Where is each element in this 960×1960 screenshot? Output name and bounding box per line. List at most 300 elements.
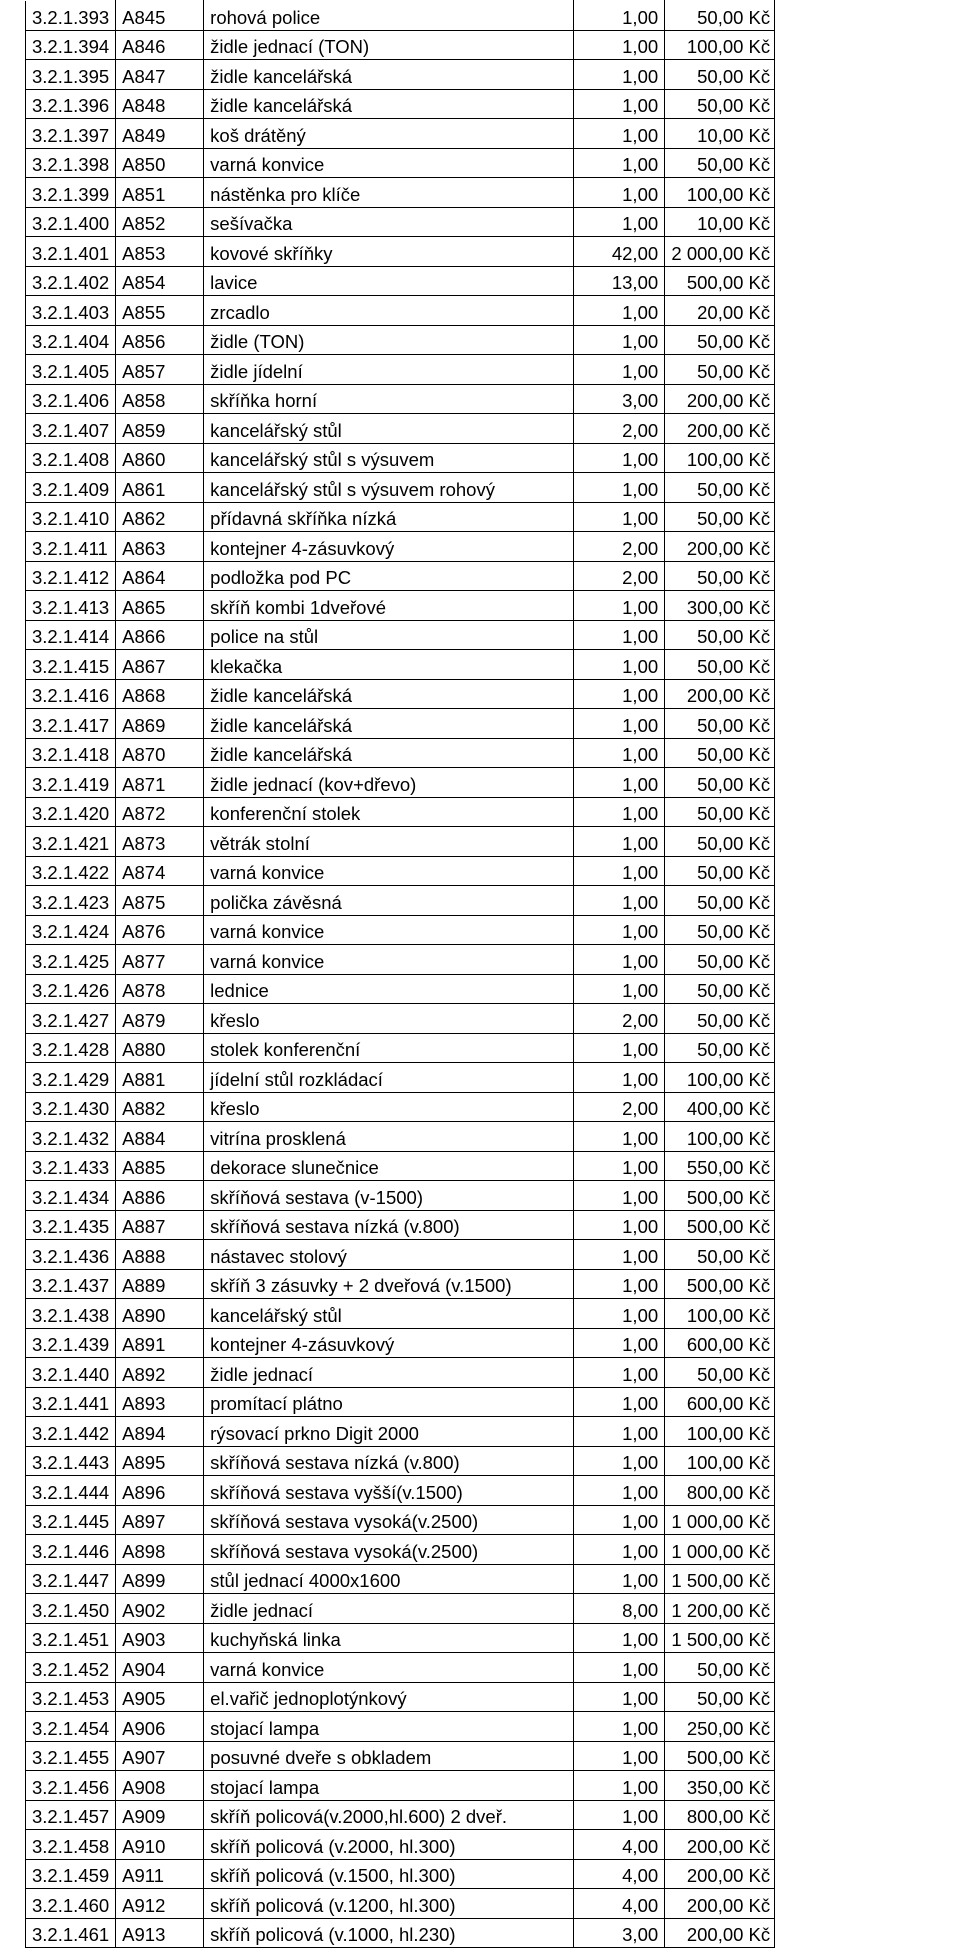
price-cell: 20,00 Kč xyxy=(665,296,775,326)
item-name-cell: nástavec stolový xyxy=(204,1240,574,1270)
price-cell: 50,00 Kč xyxy=(665,768,775,798)
table-row xyxy=(26,1800,775,1830)
price-cell: 50,00 Kč xyxy=(665,974,775,1004)
table-row xyxy=(26,1417,775,1447)
table-row xyxy=(26,384,775,414)
item-number-cell: 3.2.1.456 xyxy=(26,1771,116,1801)
item-number-cell: 3.2.1.413 xyxy=(26,591,116,621)
item-code-cell: A870 xyxy=(116,738,204,768)
item-number-cell: 3.2.1.415 xyxy=(26,650,116,680)
quantity-cell: 1,00 xyxy=(574,827,665,857)
quantity-cell: 1,00 xyxy=(574,1151,665,1181)
item-name-cell: skříňová sestava vysoká(v.2500) xyxy=(204,1535,574,1565)
quantity-cell: 1,00 xyxy=(574,1564,665,1594)
item-name-cell: skříňová sestava vyšší(v.1500) xyxy=(204,1476,574,1506)
price-cell: 50,00 Kč xyxy=(665,60,775,90)
quantity-cell: 1,00 xyxy=(574,1417,665,1447)
table-row xyxy=(26,89,775,119)
item-code-cell: A891 xyxy=(116,1328,204,1358)
item-name-cell: skříň policová (v.1000, hl.230) xyxy=(204,1918,574,1948)
item-number-cell: 3.2.1.397 xyxy=(26,119,116,149)
table-row xyxy=(26,414,775,444)
quantity-cell: 3,00 xyxy=(574,384,665,414)
item-code-cell: A894 xyxy=(116,1417,204,1447)
item-code-cell: A902 xyxy=(116,1594,204,1624)
table-row xyxy=(26,1535,775,1565)
item-code-cell: A886 xyxy=(116,1181,204,1211)
price-cell: 10,00 Kč xyxy=(665,207,775,237)
item-name-cell: stojací lampa xyxy=(204,1712,574,1742)
item-name-cell: židle kancelářská xyxy=(204,709,574,739)
item-name-cell: židle jednací xyxy=(204,1358,574,1388)
item-number-cell: 3.2.1.422 xyxy=(26,856,116,886)
table-row xyxy=(26,1269,775,1299)
table-row xyxy=(26,1476,775,1506)
table-row xyxy=(26,1830,775,1860)
table-row xyxy=(26,355,775,385)
item-code-cell: A867 xyxy=(116,650,204,680)
table-row xyxy=(26,178,775,208)
item-code-cell: A904 xyxy=(116,1653,204,1683)
quantity-cell: 1,00 xyxy=(574,1122,665,1152)
price-cell: 10,00 Kč xyxy=(665,119,775,149)
quantity-cell: 1,00 xyxy=(574,443,665,473)
quantity-cell: 1,00 xyxy=(574,1358,665,1388)
quantity-cell: 1,00 xyxy=(574,1299,665,1329)
item-name-cell: křeslo xyxy=(204,1004,574,1034)
item-number-cell: 3.2.1.414 xyxy=(26,620,116,650)
table-row xyxy=(26,1564,775,1594)
item-code-cell: A884 xyxy=(116,1122,204,1152)
item-number-cell: 3.2.1.408 xyxy=(26,443,116,473)
price-cell: 100,00 Kč xyxy=(665,1063,775,1093)
table-row xyxy=(26,856,775,886)
table-row xyxy=(26,679,775,709)
quantity-cell: 2,00 xyxy=(574,414,665,444)
price-cell: 50,00 Kč xyxy=(665,945,775,975)
item-number-cell: 3.2.1.395 xyxy=(26,60,116,90)
price-cell: 1 500,00 Kč xyxy=(665,1623,775,1653)
item-code-cell: A849 xyxy=(116,119,204,149)
price-cell: 100,00 Kč xyxy=(665,1417,775,1447)
item-name-cell: stojací lampa xyxy=(204,1771,574,1801)
item-code-cell: A854 xyxy=(116,266,204,296)
table-row xyxy=(26,532,775,562)
item-number-cell: 3.2.1.440 xyxy=(26,1358,116,1388)
price-cell: 100,00 Kč xyxy=(665,30,775,60)
price-cell: 350,00 Kč xyxy=(665,1771,775,1801)
table-row xyxy=(26,1505,775,1535)
item-number-cell: 3.2.1.434 xyxy=(26,1181,116,1211)
table-row xyxy=(26,266,775,296)
price-cell: 250,00 Kč xyxy=(665,1712,775,1742)
item-number-cell: 3.2.1.409 xyxy=(26,473,116,503)
quantity-cell: 1,00 xyxy=(574,1240,665,1270)
item-code-cell: A862 xyxy=(116,502,204,532)
price-cell: 50,00 Kč xyxy=(665,620,775,650)
price-cell: 50,00 Kč xyxy=(665,1653,775,1683)
item-name-cell: lednice xyxy=(204,974,574,1004)
price-cell: 50,00 Kč xyxy=(665,502,775,532)
price-cell: 50,00 Kč xyxy=(665,709,775,739)
item-code-cell: A887 xyxy=(116,1210,204,1240)
item-code-cell: A869 xyxy=(116,709,204,739)
item-number-cell: 3.2.1.425 xyxy=(26,945,116,975)
price-cell: 600,00 Kč xyxy=(665,1387,775,1417)
item-code-cell: A898 xyxy=(116,1535,204,1565)
item-code-cell: A897 xyxy=(116,1505,204,1535)
price-cell: 2 000,00 Kč xyxy=(665,237,775,267)
quantity-cell: 1,00 xyxy=(574,974,665,1004)
item-code-cell: A895 xyxy=(116,1446,204,1476)
item-name-cell: rohová police xyxy=(204,1,574,31)
item-code-cell: A857 xyxy=(116,355,204,385)
item-code-cell: A845 xyxy=(116,1,204,31)
item-number-cell: 3.2.1.433 xyxy=(26,1151,116,1181)
price-cell: 50,00 Kč xyxy=(665,1033,775,1063)
item-name-cell: varná konvice xyxy=(204,915,574,945)
item-number-cell: 3.2.1.427 xyxy=(26,1004,116,1034)
price-cell: 1 000,00 Kč xyxy=(665,1535,775,1565)
price-cell: 500,00 Kč xyxy=(665,1269,775,1299)
price-cell: 50,00 Kč xyxy=(665,561,775,591)
item-number-cell: 3.2.1.418 xyxy=(26,738,116,768)
quantity-cell: 1,00 xyxy=(574,1,665,31)
item-number-cell: 3.2.1.445 xyxy=(26,1505,116,1535)
price-cell: 50,00 Kč xyxy=(665,827,775,857)
item-name-cell: skříňová sestava nízká (v.800) xyxy=(204,1446,574,1476)
quantity-cell: 1,00 xyxy=(574,1181,665,1211)
table-row xyxy=(26,443,775,473)
table-row xyxy=(26,60,775,90)
item-code-cell: A892 xyxy=(116,1358,204,1388)
item-name-cell: kontejner 4-zásuvkový xyxy=(204,532,574,562)
table-row xyxy=(26,1682,775,1712)
table-row xyxy=(26,207,775,237)
quantity-cell: 1,00 xyxy=(574,1387,665,1417)
table-row xyxy=(26,1653,775,1683)
quantity-cell: 1,00 xyxy=(574,1476,665,1506)
price-cell: 200,00 Kč xyxy=(665,384,775,414)
table-row xyxy=(26,561,775,591)
quantity-cell: 1,00 xyxy=(574,886,665,916)
table-row xyxy=(26,738,775,768)
price-cell: 50,00 Kč xyxy=(665,1004,775,1034)
price-cell: 100,00 Kč xyxy=(665,178,775,208)
item-code-cell: A855 xyxy=(116,296,204,326)
item-name-cell: skříňka horní xyxy=(204,384,574,414)
price-cell: 50,00 Kč xyxy=(665,89,775,119)
table-row xyxy=(26,827,775,857)
price-cell: 100,00 Kč xyxy=(665,1446,775,1476)
quantity-cell: 1,00 xyxy=(574,1653,665,1683)
quantity-cell: 4,00 xyxy=(574,1859,665,1889)
table-row xyxy=(26,1594,775,1624)
price-cell: 50,00 Kč xyxy=(665,886,775,916)
item-code-cell: A903 xyxy=(116,1623,204,1653)
item-number-cell: 3.2.1.432 xyxy=(26,1122,116,1152)
item-name-cell: židle kancelářská xyxy=(204,89,574,119)
quantity-cell: 1,00 xyxy=(574,178,665,208)
item-code-cell: A909 xyxy=(116,1800,204,1830)
item-code-cell: A846 xyxy=(116,30,204,60)
table-row xyxy=(26,119,775,149)
table-row xyxy=(26,1328,775,1358)
table-row xyxy=(26,1387,775,1417)
item-code-cell: A864 xyxy=(116,561,204,591)
item-code-cell: A880 xyxy=(116,1033,204,1063)
item-code-cell: A872 xyxy=(116,797,204,827)
price-cell: 50,00 Kč xyxy=(665,1,775,31)
quantity-cell: 1,00 xyxy=(574,915,665,945)
table-row xyxy=(26,1033,775,1063)
item-number-cell: 3.2.1.398 xyxy=(26,148,116,178)
price-cell: 500,00 Kč xyxy=(665,1741,775,1771)
item-number-cell: 3.2.1.428 xyxy=(26,1033,116,1063)
item-name-cell: kuchyňská linka xyxy=(204,1623,574,1653)
item-name-cell: skříň policová (v.2000, hl.300) xyxy=(204,1830,574,1860)
item-number-cell: 3.2.1.458 xyxy=(26,1830,116,1860)
table-row xyxy=(26,797,775,827)
quantity-cell: 1,00 xyxy=(574,768,665,798)
item-number-cell: 3.2.1.399 xyxy=(26,178,116,208)
quantity-cell: 3,00 xyxy=(574,1918,665,1948)
item-name-cell: větrák stolní xyxy=(204,827,574,857)
table-row xyxy=(26,1063,775,1093)
item-name-cell: kontejner 4-zásuvkový xyxy=(204,1328,574,1358)
quantity-cell: 1,00 xyxy=(574,148,665,178)
table-row xyxy=(26,1122,775,1152)
inventory-table xyxy=(25,0,775,1948)
table-row xyxy=(26,650,775,680)
item-name-cell: stolek konferenční xyxy=(204,1033,574,1063)
quantity-cell: 1,00 xyxy=(574,945,665,975)
table-row xyxy=(26,1240,775,1270)
table-row xyxy=(26,1859,775,1889)
item-name-cell: skříň policová (v.1200, hl.300) xyxy=(204,1889,574,1919)
item-number-cell: 3.2.1.435 xyxy=(26,1210,116,1240)
item-name-cell: el.vařič jednoplotýnkový xyxy=(204,1682,574,1712)
price-cell: 800,00 Kč xyxy=(665,1476,775,1506)
item-code-cell: A905 xyxy=(116,1682,204,1712)
item-name-cell: židle kancelářská xyxy=(204,738,574,768)
item-name-cell: klekačka xyxy=(204,650,574,680)
quantity-cell: 1,00 xyxy=(574,1328,665,1358)
item-code-cell: A893 xyxy=(116,1387,204,1417)
item-number-cell: 3.2.1.459 xyxy=(26,1859,116,1889)
quantity-cell: 1,00 xyxy=(574,856,665,886)
price-cell: 500,00 Kč xyxy=(665,1210,775,1240)
item-number-cell: 3.2.1.423 xyxy=(26,886,116,916)
item-name-cell: židle kancelářská xyxy=(204,60,574,90)
price-cell: 200,00 Kč xyxy=(665,414,775,444)
item-number-cell: 3.2.1.412 xyxy=(26,561,116,591)
table-row xyxy=(26,591,775,621)
quantity-cell: 2,00 xyxy=(574,1092,665,1122)
item-code-cell: A885 xyxy=(116,1151,204,1181)
item-name-cell: židle (TON) xyxy=(204,325,574,355)
item-number-cell: 3.2.1.457 xyxy=(26,1800,116,1830)
item-name-cell: přídavná skříňka nízká xyxy=(204,502,574,532)
table-row xyxy=(26,1151,775,1181)
table-row xyxy=(26,1918,775,1948)
price-cell: 50,00 Kč xyxy=(665,355,775,385)
price-cell: 200,00 Kč xyxy=(665,1859,775,1889)
item-number-cell: 3.2.1.405 xyxy=(26,355,116,385)
quantity-cell: 1,00 xyxy=(574,738,665,768)
item-number-cell: 3.2.1.451 xyxy=(26,1623,116,1653)
item-number-cell: 3.2.1.410 xyxy=(26,502,116,532)
item-number-cell: 3.2.1.455 xyxy=(26,1741,116,1771)
table-row xyxy=(26,473,775,503)
item-code-cell: A863 xyxy=(116,532,204,562)
quantity-cell: 1,00 xyxy=(574,1033,665,1063)
item-number-cell: 3.2.1.393 xyxy=(26,1,116,31)
price-cell: 1 200,00 Kč xyxy=(665,1594,775,1624)
quantity-cell: 1,00 xyxy=(574,1771,665,1801)
item-code-cell: A896 xyxy=(116,1476,204,1506)
item-number-cell: 3.2.1.417 xyxy=(26,709,116,739)
price-cell: 50,00 Kč xyxy=(665,1358,775,1388)
table-row xyxy=(26,1,775,31)
quantity-cell: 1,00 xyxy=(574,60,665,90)
item-name-cell: dekorace slunečnice xyxy=(204,1151,574,1181)
item-name-cell: skříňová sestava vysoká(v.2500) xyxy=(204,1505,574,1535)
item-name-cell: varná konvice xyxy=(204,148,574,178)
price-cell: 50,00 Kč xyxy=(665,1682,775,1712)
item-number-cell: 3.2.1.454 xyxy=(26,1712,116,1742)
item-number-cell: 3.2.1.450 xyxy=(26,1594,116,1624)
price-cell: 1 000,00 Kč xyxy=(665,1505,775,1535)
quantity-cell: 1,00 xyxy=(574,296,665,326)
item-number-cell: 3.2.1.396 xyxy=(26,89,116,119)
item-code-cell: A879 xyxy=(116,1004,204,1034)
item-name-cell: židle jídelní xyxy=(204,355,574,385)
price-cell: 50,00 Kč xyxy=(665,650,775,680)
price-cell: 550,00 Kč xyxy=(665,1151,775,1181)
item-name-cell: stůl jednací 4000x1600 xyxy=(204,1564,574,1594)
item-name-cell: židle jednací xyxy=(204,1594,574,1624)
item-code-cell: A873 xyxy=(116,827,204,857)
item-code-cell: A888 xyxy=(116,1240,204,1270)
item-code-cell: A861 xyxy=(116,473,204,503)
item-name-cell: židle jednací (TON) xyxy=(204,30,574,60)
table-row xyxy=(26,1712,775,1742)
item-code-cell: A866 xyxy=(116,620,204,650)
item-name-cell: kancelářský stůl xyxy=(204,1299,574,1329)
item-name-cell: varná konvice xyxy=(204,1653,574,1683)
item-code-cell: A912 xyxy=(116,1889,204,1919)
item-number-cell: 3.2.1.429 xyxy=(26,1063,116,1093)
price-cell: 50,00 Kč xyxy=(665,797,775,827)
item-code-cell: A856 xyxy=(116,325,204,355)
price-cell: 50,00 Kč xyxy=(665,1240,775,1270)
table-row xyxy=(26,620,775,650)
table-row xyxy=(26,1771,775,1801)
quantity-cell: 4,00 xyxy=(574,1889,665,1919)
table-row xyxy=(26,148,775,178)
item-number-cell: 3.2.1.424 xyxy=(26,915,116,945)
quantity-cell: 1,00 xyxy=(574,1712,665,1742)
item-name-cell: židle jednací (kov+dřevo) xyxy=(204,768,574,798)
item-number-cell: 3.2.1.401 xyxy=(26,237,116,267)
table-row xyxy=(26,709,775,739)
item-code-cell: A875 xyxy=(116,886,204,916)
item-number-cell: 3.2.1.420 xyxy=(26,797,116,827)
item-code-cell: A890 xyxy=(116,1299,204,1329)
quantity-cell: 1,00 xyxy=(574,709,665,739)
item-number-cell: 3.2.1.438 xyxy=(26,1299,116,1329)
item-code-cell: A874 xyxy=(116,856,204,886)
price-cell: 500,00 Kč xyxy=(665,266,775,296)
item-number-cell: 3.2.1.441 xyxy=(26,1387,116,1417)
quantity-cell: 1,00 xyxy=(574,1210,665,1240)
quantity-cell: 1,00 xyxy=(574,797,665,827)
item-code-cell: A871 xyxy=(116,768,204,798)
item-number-cell: 3.2.1.400 xyxy=(26,207,116,237)
item-name-cell: jídelní stůl rozkládací xyxy=(204,1063,574,1093)
quantity-cell: 8,00 xyxy=(574,1594,665,1624)
quantity-cell: 4,00 xyxy=(574,1830,665,1860)
price-cell: 50,00 Kč xyxy=(665,738,775,768)
table-row xyxy=(26,1210,775,1240)
item-code-cell: A865 xyxy=(116,591,204,621)
quantity-cell: 1,00 xyxy=(574,1063,665,1093)
item-name-cell: kovové skříňky xyxy=(204,237,574,267)
item-code-cell: A859 xyxy=(116,414,204,444)
item-number-cell: 3.2.1.402 xyxy=(26,266,116,296)
item-number-cell: 3.2.1.416 xyxy=(26,679,116,709)
item-code-cell: A877 xyxy=(116,945,204,975)
item-code-cell: A868 xyxy=(116,679,204,709)
item-name-cell: rýsovací prkno Digit 2000 xyxy=(204,1417,574,1447)
item-name-cell: křeslo xyxy=(204,1092,574,1122)
price-cell: 200,00 Kč xyxy=(665,1918,775,1948)
table-row xyxy=(26,1889,775,1919)
quantity-cell: 1,00 xyxy=(574,1535,665,1565)
item-code-cell: A853 xyxy=(116,237,204,267)
item-name-cell: skříň policová (v.1500, hl.300) xyxy=(204,1859,574,1889)
item-code-cell: A907 xyxy=(116,1741,204,1771)
quantity-cell: 1,00 xyxy=(574,1446,665,1476)
table-row xyxy=(26,1181,775,1211)
item-name-cell: skříň 3 zásuvky + 2 dveřová (v.1500) xyxy=(204,1269,574,1299)
item-name-cell: nástěnka pro klíče xyxy=(204,178,574,208)
table-row xyxy=(26,915,775,945)
item-name-cell: promítací plátno xyxy=(204,1387,574,1417)
item-name-cell: varná konvice xyxy=(204,945,574,975)
item-code-cell: A913 xyxy=(116,1918,204,1948)
item-name-cell: skříň kombi 1dveřové xyxy=(204,591,574,621)
item-number-cell: 3.2.1.421 xyxy=(26,827,116,857)
item-code-cell: A858 xyxy=(116,384,204,414)
price-cell: 300,00 Kč xyxy=(665,591,775,621)
item-name-cell: skříň policová(v.2000,hl.600) 2 dveř. xyxy=(204,1800,574,1830)
quantity-cell: 1,00 xyxy=(574,1623,665,1653)
item-number-cell: 3.2.1.419 xyxy=(26,768,116,798)
item-number-cell: 3.2.1.436 xyxy=(26,1240,116,1270)
quantity-cell: 1,00 xyxy=(574,119,665,149)
item-code-cell: A911 xyxy=(116,1859,204,1889)
item-number-cell: 3.2.1.407 xyxy=(26,414,116,444)
item-number-cell: 3.2.1.452 xyxy=(26,1653,116,1683)
item-number-cell: 3.2.1.446 xyxy=(26,1535,116,1565)
item-code-cell: A882 xyxy=(116,1092,204,1122)
price-cell: 100,00 Kč xyxy=(665,1299,775,1329)
table-row xyxy=(26,1446,775,1476)
item-code-cell: A852 xyxy=(116,207,204,237)
price-cell: 50,00 Kč xyxy=(665,915,775,945)
